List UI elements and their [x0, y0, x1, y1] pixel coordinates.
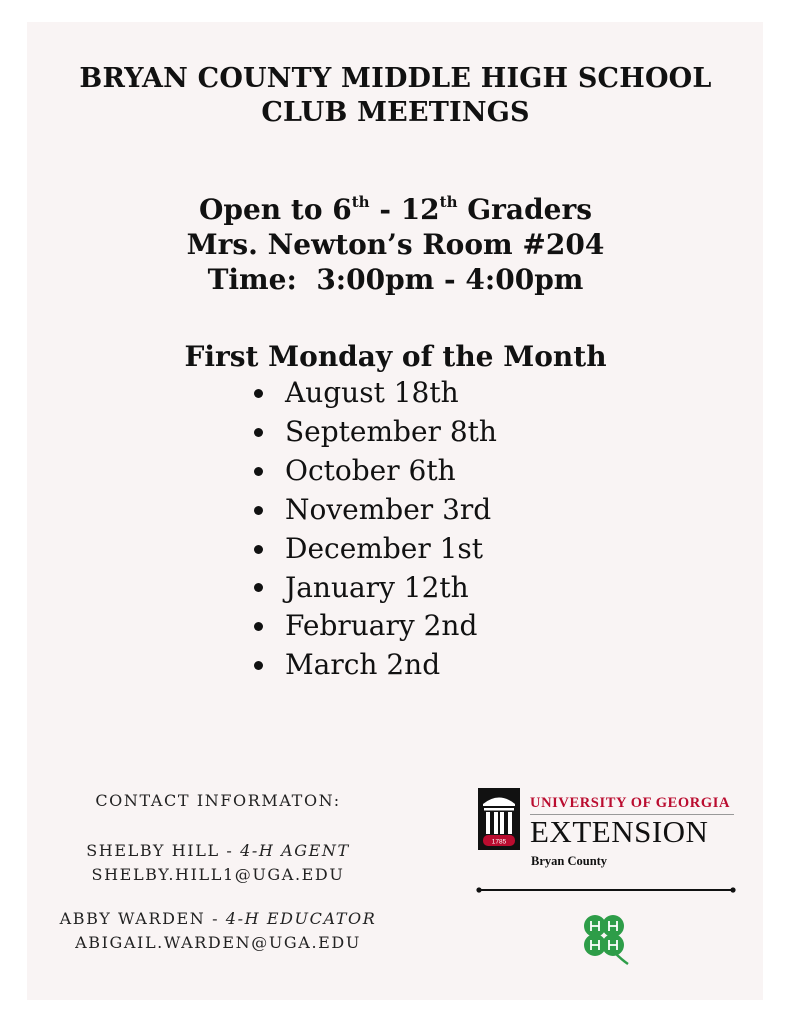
- contact-name-2: ABBY WARDEN -: [59, 909, 226, 928]
- contact-email-2[interactable]: ABIGAIL.WARDEN@UGA.EDU: [75, 933, 361, 952]
- contact-name-1: SHELBY HILL -: [86, 841, 241, 860]
- grade-range-start: Open to 6: [199, 193, 352, 226]
- contact-email-1[interactable]: SHELBY.HILL1@UGA.EDU: [91, 865, 345, 884]
- list-item: [254, 452, 497, 491]
- grade-range-end: Graders: [457, 193, 592, 226]
- meeting-dates-list: [254, 374, 497, 685]
- uga-arch-icon: [478, 788, 520, 850]
- four-h-clover-icon: [578, 912, 630, 966]
- schedule-heading: First Monday of the Month: [184, 340, 607, 373]
- grade-sup-2: th: [439, 193, 458, 211]
- meeting-date: January 12th: [285, 570, 469, 604]
- contact-role-1: 4-H AGENT: [240, 841, 350, 860]
- title-line-2: CLUB MEETINGS: [261, 97, 530, 128]
- list-item: [254, 413, 497, 452]
- grade-range-mid: - 12: [369, 193, 440, 226]
- list-item: [254, 646, 497, 685]
- meeting-date: September 8th: [285, 414, 497, 448]
- list-item: [254, 530, 497, 569]
- bullet-icon: [254, 506, 263, 515]
- university-name: UNIVERSITY OF GEORGIA: [530, 795, 731, 811]
- meeting-date: December 1st: [285, 531, 484, 565]
- meeting-date: August 18th: [285, 376, 459, 409]
- contact-heading: CONTACT INFORMATON:: [95, 791, 341, 810]
- extension-word: EXTENSION: [530, 814, 709, 849]
- contact-block: [48, 789, 388, 955]
- contact-role-2: 4-H EDUCATOR: [225, 909, 377, 928]
- bullet-icon: [254, 389, 263, 398]
- list-item: [254, 607, 497, 646]
- bullet-icon: [254, 583, 263, 592]
- uga-extension-logo: [478, 788, 738, 868]
- bullet-icon: [254, 545, 263, 554]
- meeting-date: November 3rd: [285, 492, 492, 526]
- title-line-1: BRYAN COUNTY MIDDLE HIGH SCHOOL: [79, 63, 712, 94]
- flyer-title: [0, 62, 791, 130]
- contact-person-2: [48, 907, 388, 931]
- bullet-icon: [254, 428, 263, 437]
- arch-year: 1785: [491, 838, 507, 846]
- meeting-date: October 6th: [285, 453, 456, 487]
- meeting-time: Time: 3:00pm - 4:00pm: [207, 263, 584, 296]
- bullet-icon: [254, 661, 263, 670]
- bullet-icon: [254, 622, 263, 631]
- list-item: [254, 569, 497, 608]
- bullet-icon: [254, 467, 263, 476]
- list-item: [254, 374, 497, 413]
- contact-person-1: [48, 839, 388, 863]
- meeting-date: February 2nd: [285, 609, 478, 643]
- meeting-details: [0, 192, 791, 297]
- grade-sup-1: th: [351, 193, 370, 211]
- county-name: Bryan County: [531, 854, 608, 868]
- grade-range: [0, 192, 791, 227]
- list-item: [254, 491, 497, 530]
- meeting-room: Mrs. Newton’s Room #204: [186, 228, 605, 261]
- logo-divider: [476, 885, 736, 895]
- meeting-date: March 2nd: [285, 648, 441, 682]
